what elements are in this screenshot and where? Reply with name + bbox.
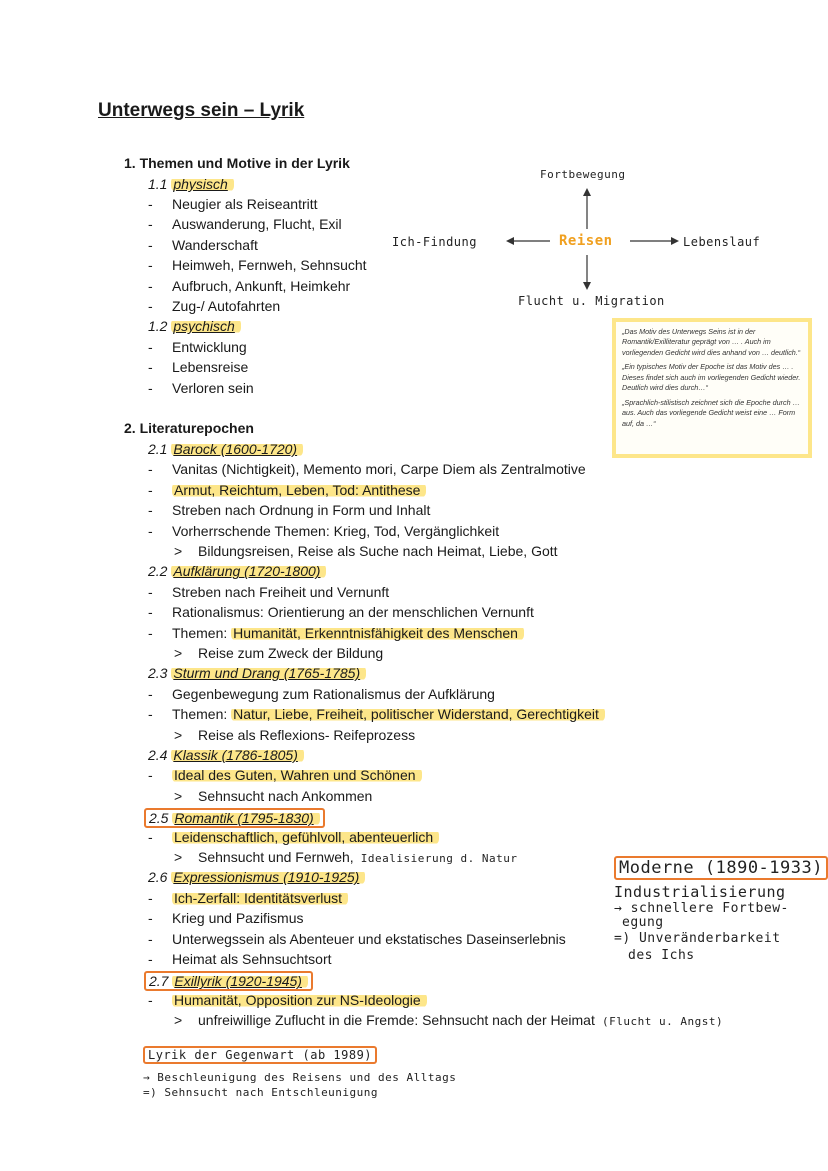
physisch-item-5-text: Zug-/ Autofahrten <box>172 298 281 314</box>
dash-bullet: - <box>148 277 153 294</box>
klassik-sub <box>174 788 372 804</box>
exil-sub-text: unfreiwillige Zuflucht in die Fremde: Sehnsucht nach der Heimat <box>198 1012 595 1029</box>
diagram-bottom: Flucht u. Migration <box>518 294 665 308</box>
barock-item-0-text: Vanitas (Nichtigkeit), Memento mori, Carpe Diem als Zentralmotive <box>172 461 586 478</box>
expr-item-2-text: Unterwegssein als Abenteuer und ekstatisches Daseinserlebnis <box>172 930 566 947</box>
aufklaerung-themen-text: Themen: <box>172 624 232 641</box>
aufklaerung-item-0-text: Streben nach Freiheit und Vernunft <box>172 583 390 600</box>
physisch-item-1-text: Auswanderung, Flucht, Exil <box>172 216 342 233</box>
dash-bullet: - <box>148 339 153 355</box>
klassik-sub-text: Sehnsucht nach Ankommen <box>198 787 373 804</box>
barock-sub <box>174 543 558 559</box>
exil-item-0 <box>148 992 427 1008</box>
epoch-klassik: 2.4 Klassik (1786-1805) <box>148 747 304 763</box>
psychisch-item-2-text: Verloren sein <box>172 379 254 396</box>
physisch-item-3 <box>148 257 367 273</box>
physisch-item-0 <box>148 196 318 212</box>
exil-sub <box>174 1012 723 1028</box>
section2-heading: 2. Literaturepochen <box>124 420 254 436</box>
arrow-bullet: > <box>174 849 183 865</box>
physisch-item-1 <box>148 216 342 232</box>
quote-2: „Ein typisches Motiv der Epoche ist das Motiv des … . Dieses findet sich auch im vorliegenden Gedicht wieder. Deutlich wird dies durch…“ <box>622 362 801 393</box>
epoch-aufklaerung: 2.2 Aufklärung (1720-1800) <box>148 563 326 579</box>
physisch-item-0-text: Neugier als Reiseantritt <box>172 196 318 212</box>
epoch-barock: 2.1 Barock (1600-1720) <box>148 441 303 457</box>
barock-item-1 <box>148 482 426 498</box>
section1-heading: 1. Themen und Motive in der Lyrik <box>124 155 350 171</box>
romantik-sub-handnote: Idealisierung d. Natur <box>353 852 518 865</box>
epoch-sturm: 2.3 Sturm und Drang (1765-1785) <box>148 665 366 681</box>
arrow-down-head <box>583 282 591 290</box>
quote-box <box>612 318 812 458</box>
dash-bullet: - <box>148 379 153 396</box>
barock-item-2-text: Streben nach Ordnung in Form und Inhalt <box>172 502 431 519</box>
sturm-item-0-text: Gegenbewegung zum Rationalismus der Aufklärung <box>172 685 495 702</box>
dash-bullet: - <box>148 951 153 967</box>
dash-bullet: - <box>148 930 153 947</box>
sturm-themen <box>148 706 605 722</box>
dash-bullet: - <box>148 461 153 478</box>
exil-sub-handnote: (Flucht u. Angst) <box>594 1015 724 1029</box>
physisch-item-2 <box>148 237 258 253</box>
diagram-right: Lebenslauf <box>683 235 761 249</box>
arrow-bullet: > <box>174 543 183 559</box>
dash-bullet: - <box>148 604 153 621</box>
arrow-bullet: > <box>174 645 183 661</box>
physisch-item-3-text: Heimweh, Fernweh, Sehnsucht <box>172 257 367 274</box>
sturm-sub <box>174 727 415 743</box>
quote-1: „Das Motiv des Unterwegs Seins ist in der Romantik/Exilliteratur geprägt von … . Auch im vorliegenden Gedicht wird dies anhand von … deutlich.“ <box>622 327 801 357</box>
aufklaerung-themen <box>148 625 524 641</box>
klassik-item-0 <box>148 767 422 783</box>
romantik-sub-text: Sehnsucht und Fernweh, <box>198 849 354 865</box>
expr-item-3-text: Heimat als Sehnsuchtsort <box>172 951 332 967</box>
exil-item-0-text: Humanität, Opposition zur NS-Ideologie <box>172 992 427 1008</box>
dash-bullet: - <box>148 216 153 233</box>
sturm-sub-text: Reise als Reflexions- Reifeprozess <box>198 726 416 743</box>
arrow-bullet: > <box>174 726 183 743</box>
aufklaerung-sub-text: Reise zum Zweck der Bildung <box>198 645 384 661</box>
dash-bullet: - <box>148 685 153 702</box>
moderne-line-0: Industrialisierung <box>614 883 786 901</box>
barock-item-3 <box>148 523 499 539</box>
epoch-expressionismus: 2.6 Expressionismus (1910-1925) <box>148 869 365 885</box>
barock-item-3-text: Vorherrschende Themen: Krieg, Tod, Vergänglichkeit <box>172 522 500 539</box>
page-title: Unterwegs sein – Lyrik <box>98 100 305 121</box>
moderne-line-1: → schnellere Fortbew- <box>614 901 789 916</box>
sturm-themen-highlight: Natur, Liebe, Freiheit, politischer Widerstand, Gerechtigkeit <box>231 706 605 722</box>
psychisch-item-1 <box>148 359 248 375</box>
expr-item-1-text: Krieg und Pazifismus <box>172 910 304 927</box>
dash-bullet: - <box>148 196 153 212</box>
diagram-left: Ich-Findung <box>392 235 477 249</box>
expr-item-3 <box>148 951 332 967</box>
moderne-line-4: des Ichs <box>628 948 695 963</box>
dash-bullet: - <box>148 359 153 376</box>
klassik-item-0-text: Ideal des Guten, Wahren und Schönen <box>172 767 422 783</box>
physisch-item-4 <box>148 278 350 294</box>
dash-bullet: - <box>148 624 153 641</box>
psychisch-item-0-text: Entwicklung <box>172 339 247 355</box>
psychisch-item-1-text: Lebensreise <box>172 359 249 376</box>
dash-bullet: - <box>148 767 153 784</box>
aufklaerung-item-1-text: Rationalismus: Orientierung an der menschlichen Vernunft <box>172 604 534 621</box>
gegenwart-title: Lyrik der Gegenwart (ab 1989) <box>143 1046 377 1064</box>
arrow-bullet: > <box>174 1012 183 1029</box>
dash-bullet: - <box>148 706 153 723</box>
romantik-sub <box>174 849 517 865</box>
gegenwart-line-1: → Beschleunigung des Reisens und des Alltags <box>143 1071 457 1084</box>
dash-bullet: - <box>148 522 153 539</box>
barock-sub-text: Bildungsreisen, Reise als Suche nach Heimat, Liebe, Gott <box>198 543 558 559</box>
psychisch-item-0 <box>148 339 247 355</box>
physisch-item-5 <box>148 298 280 314</box>
gegenwart-line-2: =) Sehnsucht nach Entschleunigung <box>143 1086 379 1099</box>
barock-item-0 <box>148 461 586 477</box>
dash-bullet: - <box>148 257 153 274</box>
quote-3: „Sprachlich-stilistisch zeichnet sich die Epoche durch … aus. Auch das vorliegende Gedicht weist eine … Form auf, da …“ <box>622 397 800 428</box>
dash-bullet: - <box>148 889 153 906</box>
aufklaerung-sub <box>174 645 383 661</box>
epoch-exillyrik: 2.7 Exillyrik (1920-1945) <box>144 971 313 991</box>
sub-physisch: 1.1 physisch <box>148 176 234 192</box>
romantik-item-0-text: Leidenschaftlich, gefühlvoll, abenteuerlich <box>172 829 439 845</box>
expr-item-2 <box>148 931 566 947</box>
physisch-item-4-text: Aufbruch, Ankunft, Heimkehr <box>172 277 351 294</box>
dash-bullet: - <box>148 828 153 845</box>
moderne-title: Moderne (1890-1933) <box>614 856 828 880</box>
sub-psychisch: 1.2 psychisch <box>148 318 241 334</box>
aufklaerung-themen-highlight: Humanität, Erkenntnisfähigkeit des Menschen <box>231 625 524 641</box>
moderne-line-2: egung <box>622 915 664 930</box>
aufklaerung-item-1 <box>148 604 534 620</box>
sturm-themen-text: Themen: <box>172 706 232 723</box>
sturm-item-0 <box>148 686 495 702</box>
expr-item-0-text: Ich-Zerfall: Identitätsverlust <box>172 890 348 906</box>
expr-item-0 <box>148 890 348 906</box>
dash-bullet: - <box>148 910 153 927</box>
barock-item-1-text: Armut, Reichtum, Leben, Tod: Antithese <box>172 482 426 498</box>
expr-item-1 <box>148 910 304 926</box>
psychisch-item-2 <box>148 380 254 396</box>
romantik-item-0 <box>148 829 439 845</box>
aufklaerung-item-0 <box>148 584 389 600</box>
arrow-right-head <box>671 237 679 245</box>
epoch-romantik: 2.5 Romantik (1795-1830) <box>144 808 325 828</box>
diagram-center: Reisen <box>559 233 613 249</box>
dash-bullet: - <box>148 502 153 519</box>
dash-bullet: - <box>148 298 153 314</box>
arrow-up-head <box>583 188 591 196</box>
dash-bullet: - <box>148 236 153 253</box>
arrow-bullet: > <box>174 787 183 804</box>
dash-bullet: - <box>148 481 153 498</box>
barock-item-2 <box>148 502 430 518</box>
arrow-left-head <box>506 237 514 245</box>
dash-bullet: - <box>148 583 153 600</box>
dash-bullet: - <box>148 991 153 1008</box>
diagram-top: Fortbewegung <box>540 168 626 181</box>
moderne-line-3: =) Unveränderbarkeit <box>614 931 781 946</box>
physisch-item-2-text: Wanderschaft <box>172 236 258 253</box>
